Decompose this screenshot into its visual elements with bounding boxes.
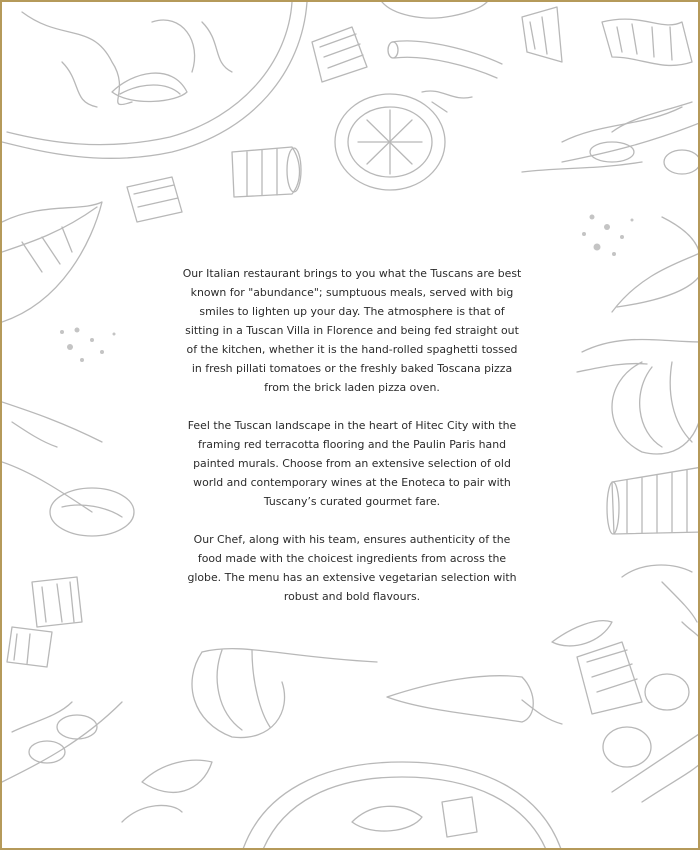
description-paragraph-1: Our Italian restaurant brings to you what the Tuscans are best known for "abundance"; sumptuous meals, served with big smiles to lighten up your day. The atmosphere is that of sitting in a Tuscan Villa in Florence and being fed straight out of the kitchen, whether it is the hand-rolled spaghetti tossed in fresh pillati tomatoes or the freshly baked Toscana pizza from the brick laden pizza oven.	[182, 267, 522, 394]
rigatoni-illustration-top	[312, 2, 502, 82]
description-paragraph-2: Feel the Tuscan landscape in the heart of Hitec City with the framing red terracotta flooring and the Paulin Paris hand painted murals. Choose from an extensive selection of old world and contemporary wines at the Enoteca to pair with Tuscany’s curated gourmet fare.	[187, 419, 517, 508]
rigatoni-illustration-bottom-right	[577, 642, 642, 714]
description-paragraph-3: Our Chef, along with his team, ensures authenticity of the food made with the choicest ingredients from across the globe. The menu has an extensive vegetarian selection with robust and bold flavours.	[187, 533, 517, 603]
spice-dots-illustration-left	[60, 328, 116, 363]
olive-branch-illustration-bottom-right	[603, 674, 700, 802]
spice-dots-illustration-right	[582, 215, 634, 257]
rigatoni-illustration-small	[127, 147, 301, 222]
restaurant-description	[182, 264, 522, 625]
basil-leaf-illustration-right	[582, 217, 700, 352]
olive-branch-illustration-top-right	[522, 102, 700, 174]
basil-leaf-illustration-right-lower	[552, 565, 700, 646]
tomato-illustration	[335, 91, 472, 190]
olive-branch-illustration-bottom-left	[2, 702, 212, 792]
olive-branch-illustration-left	[2, 402, 134, 536]
chili-pepper-illustration	[387, 676, 562, 724]
garlic-illustration-bottom	[192, 649, 377, 738]
garlic-illustration-right	[577, 362, 700, 454]
pasta-plate-illustration-bottom	[122, 762, 562, 850]
basil-leaf-illustration-left	[2, 202, 102, 322]
farfalle-illustration-top-right	[522, 7, 692, 65]
pasta-plate-illustration-top-left	[2, 2, 307, 158]
rigatoni-illustration-right	[607, 467, 700, 534]
farfalle-illustration-left	[7, 577, 82, 667]
